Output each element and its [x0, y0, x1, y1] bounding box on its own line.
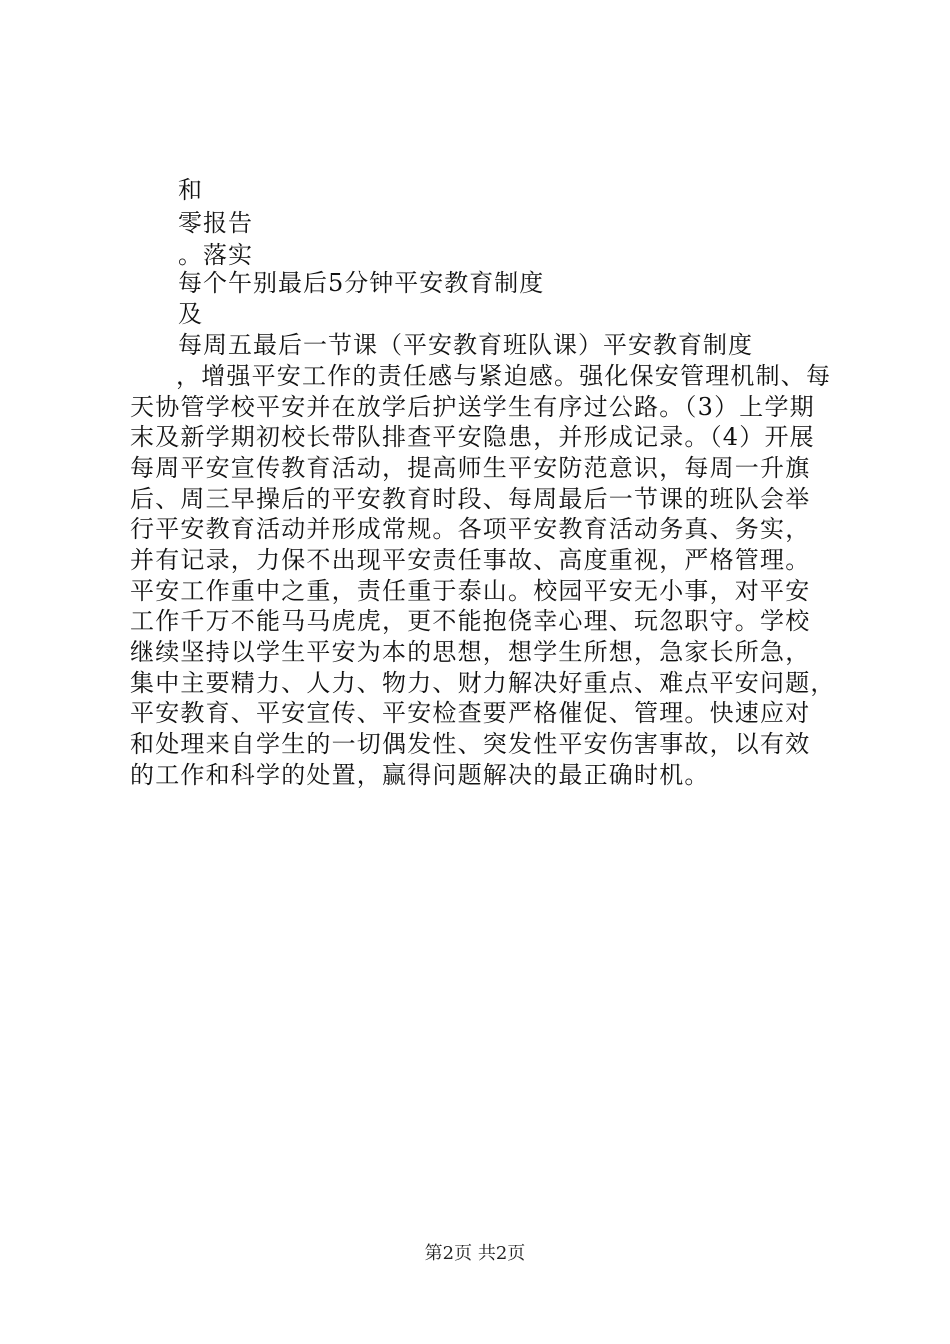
- text-line-13: 并有记录，力保不出现平安责任事故、高度重视，严格管理。: [130, 546, 811, 574]
- text-line-7: ，增强平安工作的责任感与紧迫感。强化保安管理机制、每: [176, 362, 832, 390]
- text-line-9: 末及新学期初校长带队排查平安隐患，并形成记录。（4）开展: [130, 423, 815, 451]
- text-line-20: 的工作和科学的处置，赢得问题解决的最正确时机。: [130, 761, 710, 789]
- page-number-footer: 第2页 共2页: [424, 1243, 526, 1264]
- text-line-18: 平安教育、平安宣传、平安检查要严格催促、管理。快速应对: [130, 699, 811, 727]
- text-line-2: 零报告: [178, 209, 253, 237]
- text-line-6: 每周五最后一节课（平安教育班队课）平安教育制度: [178, 331, 753, 359]
- text-line-8: 天协管学校平安并在放学后护送学生有序过公路。（3）上学期: [130, 393, 815, 421]
- text-line-12: 行平安教育活动并形成常规。各项平安教育活动务真、务实，: [130, 515, 811, 543]
- text-line-19: 和处理来自学生的一切偶发性、突发性平安伤害事故，以有效: [130, 730, 811, 758]
- text-line-10: 每周平安宣传教育活动，提高师生平安防范意识，每周一升旗: [130, 454, 811, 482]
- text-line-5: 及: [178, 300, 203, 328]
- text-line-17: 集中主要精力、人力、物力、财力解决好重点、难点平安问题，: [130, 669, 836, 697]
- text-line-1: 和: [178, 176, 203, 204]
- text-line-11: 后、周三早操后的平安教育时段、每周最后一节课的班队会举: [130, 485, 811, 513]
- text-line-14: 平安工作重中之重，责任重于泰山。校园平安无小事，对平安: [130, 577, 811, 605]
- text-line-3: 。落实: [178, 241, 253, 269]
- text-line-15: 工作千万不能马马虎虎，更不能抱侥幸心理、玩忽职守。学校: [130, 607, 811, 635]
- text-line-4: 每个午别最后5分钟平安教育制度: [178, 269, 545, 297]
- text-line-16: 继续坚持以学生平安为本的思想，想学生所想，急家长所急，: [130, 638, 811, 666]
